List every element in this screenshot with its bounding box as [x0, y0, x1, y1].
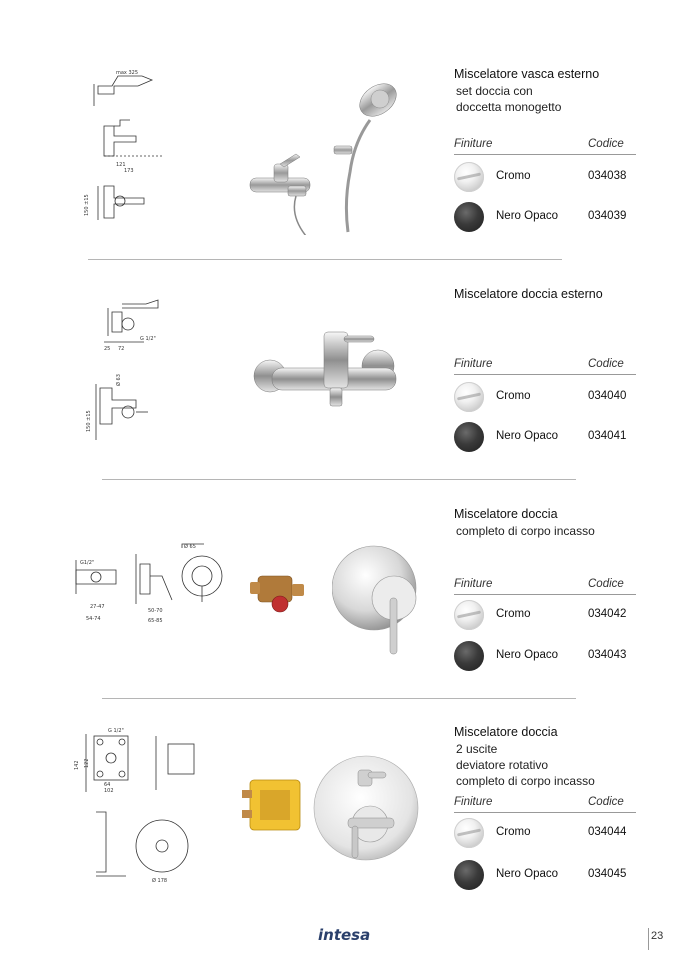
product-subtitle: completo di corpo incasso — [456, 774, 595, 788]
finishes-header: Finiture — [454, 796, 493, 808]
finish-name: Cromo — [496, 826, 531, 838]
drawing-label: 25 — [104, 346, 111, 352]
drawing-label: Ø 63 — [116, 374, 122, 386]
chrome-swatch — [454, 600, 484, 630]
drawing-label: 121 — [116, 162, 126, 168]
finish-row — [454, 860, 636, 892]
product-photo-1 — [244, 80, 404, 235]
drawing-label: 27-47 — [90, 604, 105, 610]
product-subtitle: completo di corpo incasso — [456, 524, 595, 538]
product-code: 034042 — [588, 608, 627, 620]
drawing-label: Ø 65 — [184, 544, 196, 550]
finish-name: Nero Opaco — [496, 649, 559, 661]
product-code: 034044 — [588, 826, 627, 838]
drawing-label: Ø 178 — [152, 878, 168, 884]
page-number: 23 — [651, 930, 664, 942]
finish-row — [454, 202, 636, 234]
section-divider — [88, 259, 562, 260]
drawing-label: 142 — [74, 760, 80, 770]
drawing-label: 72 — [118, 346, 125, 352]
product-photo-2 — [252, 322, 402, 412]
finish-name: Cromo — [496, 170, 531, 182]
technical-drawing-1 — [84, 66, 164, 236]
product-photo-4 — [312, 752, 422, 864]
black-swatch — [454, 860, 484, 890]
chrome-swatch — [454, 818, 484, 848]
finishes-header: Finiture — [454, 578, 493, 590]
drawing-label: 54-74 — [86, 616, 101, 622]
black-swatch — [454, 202, 484, 232]
product-subtitle: set doccia con — [456, 84, 533, 98]
product-title: Miscelatore doccia — [454, 507, 558, 521]
product-code: 034039 — [588, 210, 627, 222]
product-info-4 — [454, 724, 639, 880]
product-title: Miscelatore doccia esterno — [454, 287, 603, 301]
black-swatch — [454, 641, 484, 671]
product-photo-3 — [332, 544, 422, 656]
drawing-label: 65-85 — [148, 618, 163, 624]
finishes-header: Finiture — [454, 358, 493, 370]
code-header: Codice — [588, 358, 624, 370]
finish-name: Cromo — [496, 390, 531, 402]
drawing-label: G1/2" — [80, 560, 95, 566]
product-subtitle: doccetta monogetto — [456, 100, 562, 114]
product-subtitle: 2 uscite — [456, 742, 498, 756]
product-code: 034038 — [588, 170, 627, 182]
drawing-label: 122 — [84, 758, 90, 768]
section-divider — [102, 479, 576, 480]
rough-in-body-photo — [248, 566, 310, 616]
product-code: 034040 — [588, 390, 627, 402]
product-code: 034045 — [588, 868, 627, 880]
technical-drawing-4 — [72, 726, 202, 892]
finish-row — [454, 600, 636, 632]
finish-name: Nero Opaco — [496, 430, 559, 442]
code-header: Codice — [588, 138, 624, 150]
product-code: 034043 — [588, 649, 627, 661]
drawing-label: G 1/2" — [108, 728, 124, 734]
drawing-label: 150 ±15 — [86, 410, 92, 432]
drawing-label: G 1/2" — [140, 336, 156, 342]
page-number-rule — [648, 928, 649, 950]
finish-row — [454, 382, 636, 414]
brand-logo — [318, 926, 370, 944]
black-swatch — [454, 422, 484, 452]
rough-in-body-photo-2 — [240, 770, 306, 836]
drawing-label: 64 — [104, 782, 111, 788]
product-info-1 — [454, 66, 639, 222]
technical-drawing-2 — [84, 288, 174, 458]
product-code: 034041 — [588, 430, 627, 442]
finish-row — [454, 162, 636, 194]
drawing-label: 150 ±15 — [84, 194, 90, 216]
section-divider — [102, 698, 576, 699]
product-info-3 — [454, 506, 639, 661]
finish-table-header — [454, 358, 636, 375]
drawing-label: max 325 — [116, 70, 139, 76]
product-title: Miscelatore vasca esterno — [454, 67, 600, 81]
finish-row — [454, 641, 636, 673]
drawing-label: 173 — [124, 168, 134, 174]
brand-name: intesa — [318, 926, 371, 944]
drawing-label: 102 — [104, 788, 114, 794]
chrome-swatch — [454, 382, 484, 412]
product-info-2 — [454, 286, 639, 442]
code-header: Codice — [588, 796, 624, 808]
code-header: Codice — [588, 578, 624, 590]
finish-name: Cromo — [496, 608, 531, 620]
finish-table-header — [454, 578, 636, 595]
product-title: Miscelatore doccia — [454, 725, 558, 739]
finish-table-header — [454, 796, 636, 813]
finish-name: Nero Opaco — [496, 868, 559, 880]
finishes-header: Finiture — [454, 138, 493, 150]
finish-name: Nero Opaco — [496, 210, 559, 222]
finish-table-header — [454, 138, 636, 155]
finish-row — [454, 422, 636, 454]
product-subtitle: deviatore rotativo — [456, 758, 549, 772]
drawing-label: 50-70 — [148, 608, 163, 614]
technical-drawing-3 — [56, 540, 226, 630]
chrome-swatch — [454, 162, 484, 192]
finish-row — [454, 818, 636, 850]
